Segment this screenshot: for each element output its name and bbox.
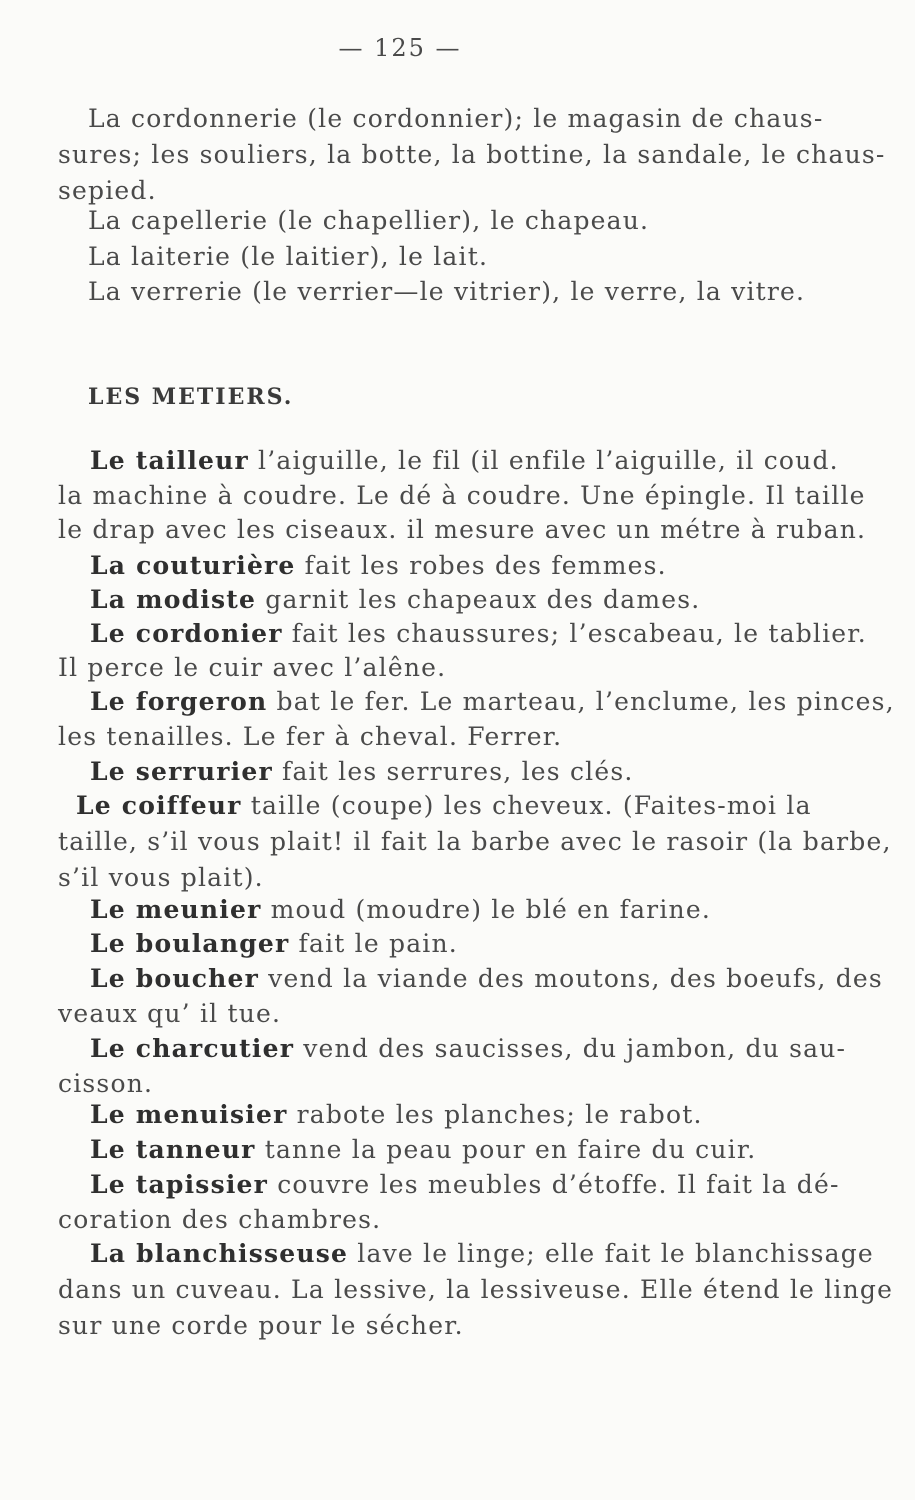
trade-text: bat le fer. Le marteau, l’enclume, les pinces, <box>267 687 895 716</box>
text-line <box>90 1034 846 1063</box>
text-line: La cordonnerie (le cordonnier); le magasin de chaus- <box>88 104 824 133</box>
trade-name: Le charcutier <box>90 1034 295 1063</box>
trade-name: Le forgeron <box>90 687 268 716</box>
trade-name: Le menuisier <box>90 1100 288 1129</box>
text-line: sur une corde pour le sécher. <box>58 1311 464 1340</box>
trade-name: Le meunier <box>90 895 262 924</box>
text-line <box>90 687 895 716</box>
trade-text: vend des saucisses, du jambon, du sau- <box>294 1034 847 1063</box>
text-line: sepied. <box>58 176 157 205</box>
trade-text: fait les chaussures; l’escabeau, le tablier. <box>282 619 867 648</box>
trade-text: moud (moudre) le blé en farine. <box>261 895 711 924</box>
text-line <box>90 929 458 958</box>
trade-name: Le tanneur <box>90 1135 256 1164</box>
trade-name: Le serrurier <box>90 757 273 786</box>
trade-name: La blanchisseuse <box>90 1239 349 1268</box>
text-line <box>90 1170 840 1199</box>
trade-name: Le cordonier <box>90 619 283 648</box>
text-line <box>90 1100 703 1129</box>
text-line: dans un cuveau. La lessive, la lessiveuse. Elle étend le linge <box>58 1275 894 1304</box>
text-line <box>90 551 667 580</box>
trade-text: fait les serrures, les clés. <box>272 757 634 786</box>
text-line: Il perce le cuir avec l’alêne. <box>58 653 447 682</box>
trade-name: La couturière <box>90 551 296 580</box>
text-line <box>90 585 700 614</box>
text-line: La verrerie (le verrier—le vitrier), le verre, la vitre. <box>88 277 806 306</box>
text-line <box>90 619 867 648</box>
trade-text: taille (coupe) les cheveux. (Faites-moi la <box>241 791 812 820</box>
text-line: taille, s’il vous plait! il fait la barbe avec le rasoir (la barbe, <box>58 827 892 856</box>
text-line: cisson. <box>58 1069 154 1098</box>
text-line: veaux qu’ il tue. <box>58 999 282 1028</box>
trade-text: l’aiguille, le fil (il enfile l’aiguille, il coud. <box>248 446 839 475</box>
trade-text: tanne la peau pour en faire du cuir. <box>255 1135 757 1164</box>
text-line: la machine à coudre. Le dé à coudre. Une épingle. Il taille <box>58 481 866 510</box>
trade-text: vend la viande des moutons, des boeufs, des <box>259 964 883 993</box>
trade-text: couvre les meubles d’étoffe. Il fait la dé- <box>268 1170 840 1199</box>
text-line <box>90 446 839 475</box>
trade-name: Le tapissier <box>90 1170 269 1199</box>
text-line: s’il vous plait). <box>58 863 264 892</box>
trade-name: Le coiffeur <box>76 791 242 820</box>
text-line: les tenailles. Le fer à cheval. Ferrer. <box>58 722 563 751</box>
trade-text: fait le pain. <box>289 929 458 958</box>
text-line: La capellerie (le chapellier), le chapeau. <box>88 206 650 235</box>
text-line: le drap avec les ciseaux. il mesure avec un métre à ruban. <box>58 515 867 544</box>
text-line <box>90 757 634 786</box>
trade-text: fait les robes des femmes. <box>295 551 667 580</box>
text-line: La laiterie (le laitier), le lait. <box>88 242 489 271</box>
text-line <box>90 1239 874 1268</box>
trade-name: Le boulanger <box>90 929 290 958</box>
text-line <box>90 1135 756 1164</box>
text-line <box>90 964 883 993</box>
text-line: coration des chambres. <box>58 1205 382 1234</box>
trade-text: rabote les planches; le rabot. <box>287 1100 703 1129</box>
trade-name: Le boucher <box>90 964 259 993</box>
page-number: — 125 — <box>338 34 462 62</box>
text-line: sures; les souliers, la botte, la bottine, la sandale, le chaus- <box>58 140 886 169</box>
trade-name: La modiste <box>90 585 257 614</box>
trade-name: Le tailleur <box>90 446 249 475</box>
text-line <box>90 895 711 924</box>
text-line <box>76 791 812 820</box>
trade-text: garnit les chapeaux des dames. <box>256 585 701 614</box>
trade-text: lave le linge; elle fait le blanchissage <box>348 1239 874 1268</box>
section-heading: LES METIERS. <box>88 384 294 410</box>
